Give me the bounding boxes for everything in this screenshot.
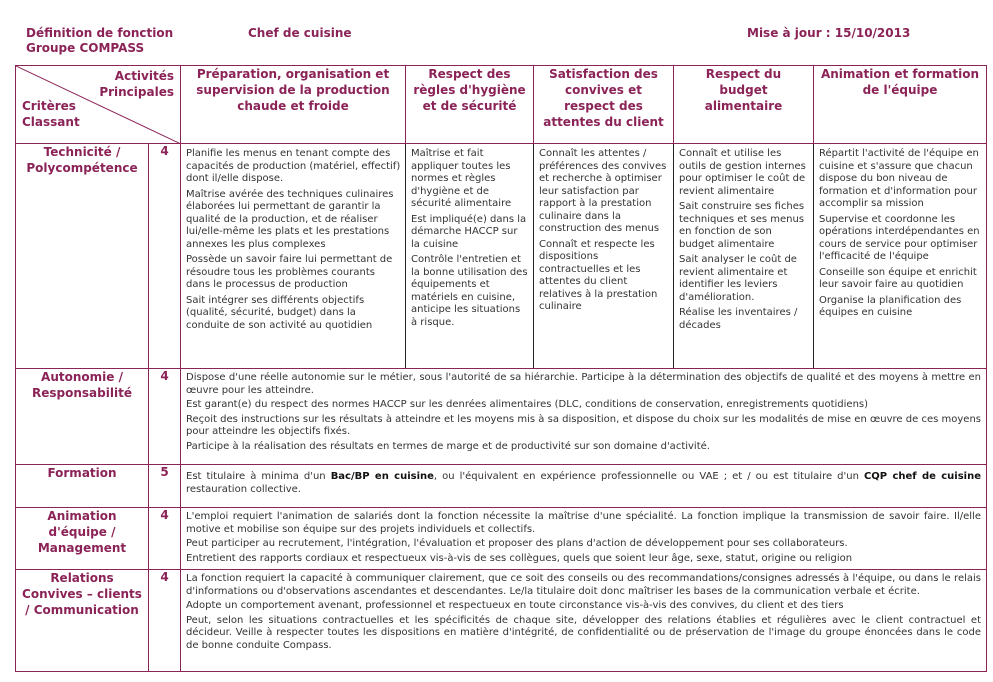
criterion-description xyxy=(181,369,987,465)
header-row xyxy=(16,66,987,144)
description-item: Reçoit des instructions sur les résultats à atteindre et les moyens mis à sa disposition, et dispose du choix sur les modalités de mise en œuvre de ces moyens pour atteindre les objectifs fixés. xyxy=(186,413,981,437)
cell-item: Conseille son équipe et enrichit leur savoir faire au quotidien xyxy=(819,266,977,290)
description-item: Peut, selon les situations contractuelles et les spécificités de chaque site, développer des relations établies et régulières avec le client contractuel et décideur. Veille à respecter toutes les dispositions en matière d'intégrité, de confidentialité ou de préservation de l'image du groupe énoncées dans le code de bonne conduite Compass. xyxy=(186,614,981,651)
description-item: Peut participer au recrutement, l'intégration, l'évaluation et proposer des plans d'action de développement pour ses collaborateurs. xyxy=(186,538,848,549)
cell-hygiene xyxy=(406,144,534,369)
cell-item: Maîtrise et fait appliquer toutes les normes et règles d'hygiène et de sécurité alimentaire xyxy=(411,148,512,209)
table-row-technicite xyxy=(16,144,987,369)
criteria-label-line2: Classant xyxy=(22,115,80,129)
criterion-description xyxy=(181,508,987,570)
criterion-description xyxy=(181,570,987,672)
criterion-level: 4 xyxy=(149,369,181,465)
cell-item: Connaît les attentes / préférences des convives et recherche à optimiser leur satisfaction par rapport à la prestation culinaire dans la construction des menus xyxy=(539,148,667,234)
description-item: La fonction requiert la capacité à communiquer clairement, que ce soit des conseils ou des recommandations/consignes adressés à l'équipe, ou dans le relais d'informations ou d'observations ascendantes et descendantes. Le/la titulaire doit donc maîtriser les bases de la communication verbale et écrite. xyxy=(186,573,981,597)
table-row-management xyxy=(16,508,987,570)
criterion-level: 5 xyxy=(149,465,181,508)
activities-label-line1: Activités xyxy=(114,69,174,83)
cell-item: Planifie les menus en tenant compte des capacités de production (matériel, effectif) dont il/elle dispose. xyxy=(186,148,401,184)
document-type-line1: Définition de fonction xyxy=(26,26,174,40)
text-part: restauration collective. xyxy=(186,483,301,495)
cell-item: Sait construire ses fiches techniques et ses menus en fonction de son budget alimentaire xyxy=(679,201,805,250)
criterion-name: Formation xyxy=(16,465,149,508)
description-item: Adopte un comportement avenant, professionnel et respectueux en toute circonstance vis-à-vis des convives, du client et des tiers xyxy=(186,600,844,611)
page-title: Chef de cuisine xyxy=(248,26,352,40)
cell-item: Connaît et respecte les dispositions contractuelles et les attentes du client relatives à la prestation culinaire xyxy=(539,238,658,312)
column-header-budget: Respect du budget alimentaire xyxy=(674,66,814,144)
cell-item: Organise la planification des équipes en cuisine xyxy=(819,294,962,318)
description-item: Participe à la réalisation des résultats en termes de marge et de productivité sur son domaine d'activité. xyxy=(186,440,710,452)
update-date: Mise à jour : 15/10/2013 xyxy=(747,26,911,40)
description-item: Est garant(e) du respect des normes HACCP sur les denrées alimentaires (DLC, conditions de conservation, enregistrements quotidiens) xyxy=(186,399,869,410)
cell-item: Réalise les inventaires / décades xyxy=(679,307,798,331)
criterion-level: 4 xyxy=(149,508,181,570)
bold-qualification: CQP chef de cuisine xyxy=(863,471,981,482)
table-row-relations xyxy=(16,570,987,672)
column-header-team: Animation et formation de l'équipe xyxy=(814,66,987,144)
description-item: Dispose d'une réelle autonomie sur le métier, sous l'autorité de sa hiérarchie. Participe à la détermination des objectifs de qualité et des moyens à mettre en œuvre pour les atteindre. xyxy=(186,372,981,396)
criteria-label-line1: Critères xyxy=(22,99,76,113)
criterion-name: Relations Convives – clients / Communication xyxy=(16,570,149,672)
cell-item: Contrôle l'entretien et la bonne utilisation des équipements et matériels en cuisine, anticipe les situations à risque. xyxy=(411,254,528,328)
cell-item: Est impliqué(e) dans la démarche HACCP sur la cuisine xyxy=(411,213,527,250)
activities-label-line2: Principales xyxy=(99,85,174,99)
cell-item: Sait intégrer ses différents objectifs (qualité, sécurité, budget) dans la conduite de son activité au quotidien xyxy=(186,294,373,331)
cell-production xyxy=(181,144,406,369)
column-header-production: Préparation, organisation et supervision de la production chaude et froide xyxy=(181,66,406,144)
criterion-name: Technicité / Polycompétence xyxy=(16,144,149,369)
criteria-label xyxy=(22,98,80,130)
criterion-description xyxy=(181,465,987,508)
cell-item: Supervise et coordonne les opérations interdépendantes en cours de service pour optimiser l'efficacité de l'équipe xyxy=(819,213,980,262)
cell-item: Sait analyser le coût de revient alimentaire et identifier les leviers d'amélioration. xyxy=(679,254,797,303)
document-type-line2: Groupe COMPASS xyxy=(26,41,145,55)
text-part: Est titulaire à minima d'un xyxy=(186,471,331,482)
cell-team xyxy=(814,144,987,369)
bold-qualification: Bac/BP en cuisine xyxy=(330,471,434,482)
cell-item: Maîtrise avérée des techniques culinaires élaborées lui permettant de garantir la qualité de la production, et de réaliser lui/elle-même les plats et les prestations annexes les plus complexes xyxy=(186,188,394,250)
criterion-level: 4 xyxy=(149,570,181,672)
cell-satisfaction xyxy=(534,144,674,369)
table-row-autonomie xyxy=(16,369,987,465)
cell-budget xyxy=(674,144,814,369)
corner-header-cell xyxy=(16,66,181,144)
cell-item: Connaît et utilise les outils de gestion internes pour optimiser le coût de revient alimentaire xyxy=(679,148,806,197)
cell-item: Possède un savoir faire lui permettant de résoudre tous les problèmes courants dans le processus de production xyxy=(186,254,393,290)
description-item: L'emploi requiert l'animation de salariés dont la fonction nécessite la maîtrise d'une spécialité. La fonction implique la transmission de savoir faire. Il/elle motive et mobilise son équipe sur des projets individuels et collectifs. xyxy=(186,511,981,535)
column-header-hygiene: Respect des règles d'hygiène et de sécurité xyxy=(406,66,534,144)
criterion-level: 4 xyxy=(149,144,181,369)
job-definition-table xyxy=(15,65,987,672)
text-part: , ou l'équivalent en expérience professionnelle ou VAE ; et / ou est titulaire d'un xyxy=(433,471,864,482)
document-type xyxy=(26,26,173,56)
table-row-formation xyxy=(16,465,987,508)
criterion-name: Autonomie / Responsabilité xyxy=(16,369,149,465)
description-item xyxy=(186,468,981,496)
description-item: Entretient des rapports cordiaux et respectueux vis-à-vis de ses collègues, quels que soient leur âge, sexe, statut, origine ou religion xyxy=(186,552,853,564)
activities-label xyxy=(99,68,174,100)
cell-item: Répartit l'activité de l'équipe en cuisine et s'assure que chacun dispose du bon niveau de formation et d'information pour accomplir sa mission xyxy=(819,148,979,209)
criterion-name: Animation d'équipe / Management xyxy=(16,508,149,570)
column-header-satisfaction: Satisfaction des convives et respect des attentes du client xyxy=(534,66,674,144)
